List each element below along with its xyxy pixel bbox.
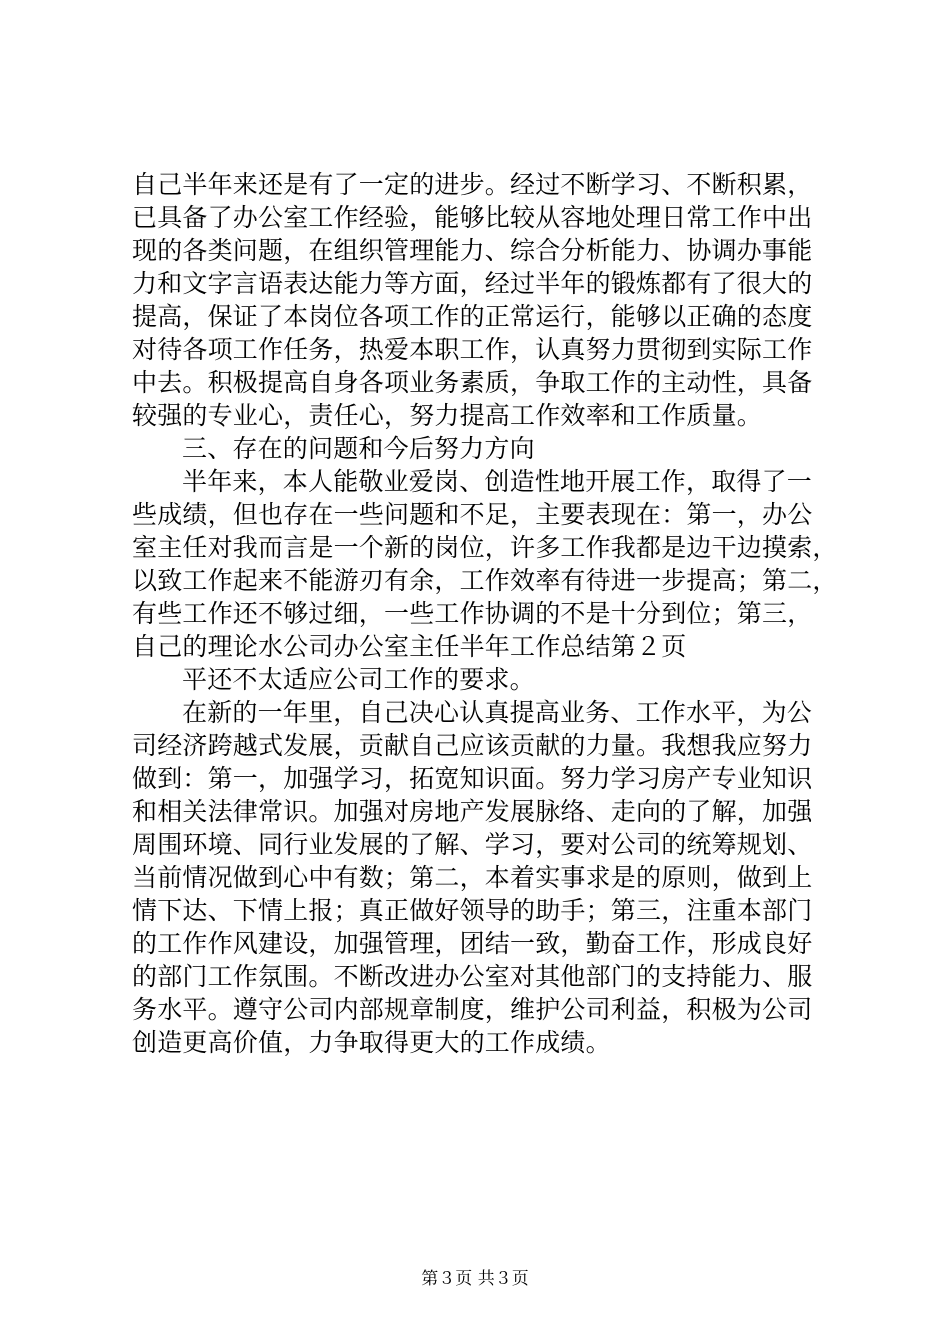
text-line: 创造更高价值，力争取得更大的工作成绩。 bbox=[132, 1028, 611, 1057]
text-line: 些成绩，但也存在一些问题和不足，主要表现在：第一，办公 bbox=[132, 500, 813, 529]
text-line: 半年来，本人能敬业爱岗、创造性地开展工作，取得了一 bbox=[182, 467, 813, 496]
text-line: 有些工作还不够过细，一些工作协调的不是十分到位；第三， bbox=[132, 599, 813, 628]
text-line: 现的各类问题，在组织管理能力、综合分析能力、协调办事能 bbox=[132, 236, 813, 265]
text-line: 司经济跨越式发展，贡献自己应该贡献的力量。我想我应努力 bbox=[132, 731, 813, 760]
text-line: 室主任对我而言是一个新的岗位，许多工作我都是边干边摸索， bbox=[132, 533, 838, 562]
text-line: 平还不太适应公司工作的要求。 bbox=[182, 665, 535, 694]
text-line: 务水平。遵守公司内部规章制度，维护公司利益，积极为公司 bbox=[132, 995, 813, 1024]
text-line: 中去。积极提高自身各项业务素质，争取工作的主动性，具备 bbox=[132, 368, 813, 397]
page-number-footer: 第３页 共３页 bbox=[421, 1269, 529, 1289]
text-line: 自己的理论水公司办公室主任半年工作总结第２页 bbox=[132, 632, 687, 661]
text-line: 力和文字言语表达能力等方面，经过半年的锻炼都有了很大的 bbox=[132, 269, 813, 298]
text-line: 已具备了办公室工作经验，能够比较从容地处理日常工作中出 bbox=[132, 203, 813, 232]
text-line: 的部门工作氛围。不断改进办公室对其他部门的支持能力、服 bbox=[132, 962, 813, 991]
text-line: 做到：第一，加强学习，拓宽知识面。努力学习房产专业知识 bbox=[132, 764, 813, 793]
section-heading: 三、存在的问题和今后努力方向 bbox=[182, 434, 535, 463]
text-line: 对待各项工作任务，热爱本职工作，认真努力贯彻到实际工作 bbox=[132, 335, 813, 364]
text-line: 提高，保证了本岗位各项工作的正常运行，能够以正确的态度 bbox=[132, 302, 813, 331]
text-line: 周围环境、同行业发展的了解、学习，要对公司的统筹规划、 bbox=[132, 830, 813, 859]
text-line: 在新的一年里，自己决心认真提高业务、工作水平，为公 bbox=[182, 698, 813, 727]
text-line: 较强的专业心，责任心，努力提高工作效率和工作质量。 bbox=[132, 401, 763, 430]
text-line: 当前情况做到心中有数；第二，本着实事求是的原则，做到上 bbox=[132, 863, 813, 892]
text-line: 自己半年来还是有了一定的进步。经过不断学习、不断积累， bbox=[132, 170, 813, 199]
text-line: 的工作作风建设，加强管理，团结一致，勤奋工作，形成良好 bbox=[132, 929, 813, 958]
text-line: 情下达、下情上报；真正做好领导的助手；第三，注重本部门 bbox=[132, 896, 813, 925]
document-body bbox=[132, 168, 838, 1059]
text-line: 以致工作起来不能游刃有余，工作效率有待进一步提高；第二， bbox=[132, 566, 838, 595]
text-line: 和相关法律常识。加强对房地产发展脉络、走向的了解，加强 bbox=[132, 797, 813, 826]
